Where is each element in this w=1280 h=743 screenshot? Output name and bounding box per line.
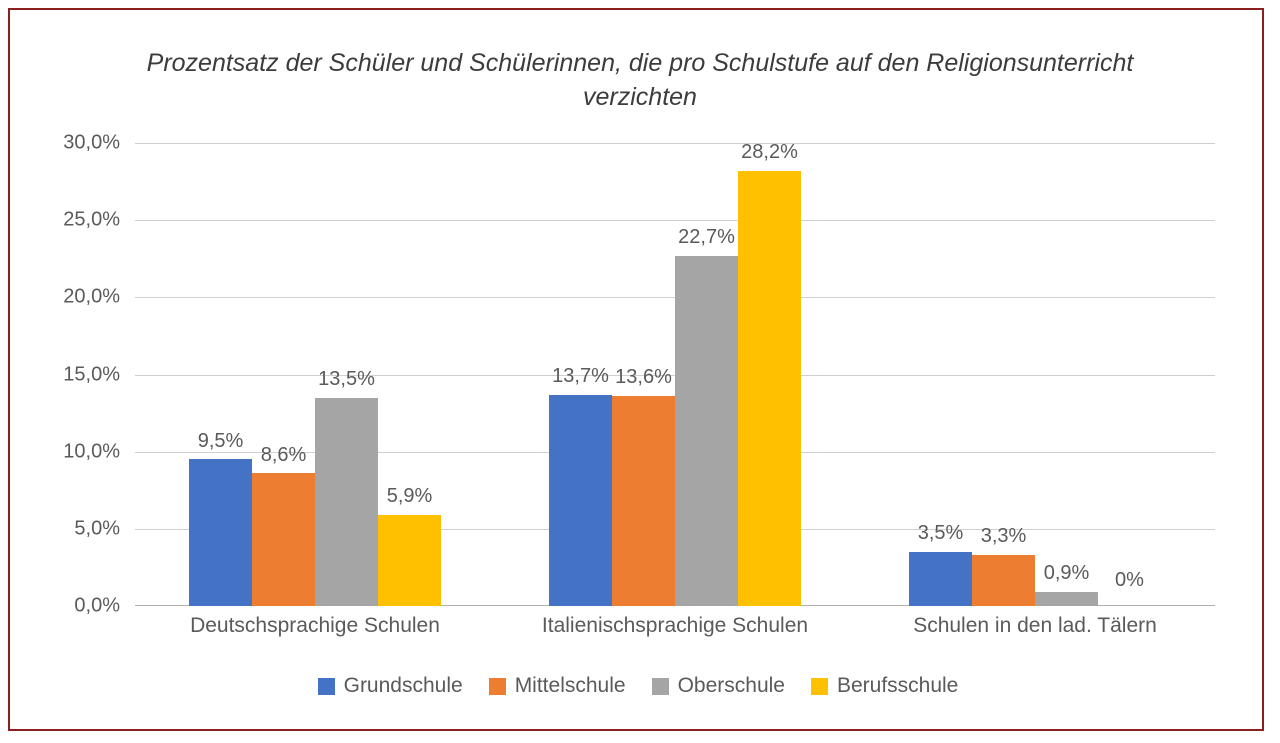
bar-berufsschule[interactable] [378,515,441,606]
y-tick-label: 15,0% [63,363,120,385]
bar-value-label: 22,7% [678,226,735,248]
x-axis-category-label: Schulen in den lad. Tälern [913,614,1157,637]
x-axis-labels [135,614,1215,638]
bar-group [135,143,495,606]
bar-value-label: 13,7% [552,365,609,387]
legend-label: Mittelschule [514,674,626,697]
bar-slot [1098,143,1161,606]
bar-mittelschule[interactable] [612,396,675,606]
bar-value-label: 9,5% [197,430,244,452]
legend-label: Oberschule [677,674,785,697]
legend-item-oberschule[interactable] [652,674,785,698]
bar-value-label: 0,9% [1043,562,1090,584]
legend-label: Grundschule [343,674,463,697]
y-tick-label: 30,0% [63,131,120,154]
bar-slot [675,143,738,606]
bar-value-label: 13,6% [615,366,672,388]
bar-value-label: 5,9% [386,485,433,507]
bar-value-label: 3,5% [917,522,964,544]
legend-item-berufsschule[interactable] [811,674,958,698]
bar-slot [189,143,252,606]
bars [855,143,1215,606]
bar-slot [378,143,441,606]
bars [495,143,855,606]
chart-title: Prozentsatz der Schüler und Schülerinnen, die pro Schulstufe auf den Religionsunterricht verzichten [146,49,1134,111]
bar-group [855,143,1215,606]
bar-slot [738,143,801,606]
bars [135,143,495,606]
bar-value-label: 0% [1115,569,1144,591]
legend-item-grundschule[interactable] [318,674,463,698]
y-tick-label: 20,0% [63,285,120,308]
y-axis-labels [10,131,120,617]
bar-oberschule[interactable] [675,256,738,606]
y-tick-label: 10,0% [63,440,120,463]
bar-value-label: 3,3% [980,525,1027,547]
bar-value-label: 8,6% [260,444,307,466]
bar-value-label: 28,2% [741,141,798,163]
x-axis-category-label: Deutschsprachige Schulen [190,614,440,637]
legend-swatch-icon [489,678,506,695]
x-axis-category-label: Italienischsprachige Schulen [541,614,809,637]
bar-grundschule[interactable] [549,395,612,606]
bar-value-label: 13,5% [318,368,375,390]
bar-oberschule[interactable] [1035,592,1098,606]
legend-swatch-icon [811,678,828,695]
legend-swatch-icon [318,678,335,695]
legend-swatch-icon [652,678,669,695]
bar-group [495,143,855,606]
legend-label: Berufsschule [836,674,959,697]
bar-berufsschule[interactable] [738,171,801,606]
y-tick-label: 25,0% [63,208,120,231]
bar-slot [612,143,675,606]
bar-slot [1035,143,1098,606]
bar-slot [972,143,1035,606]
legend [10,674,1266,698]
bar-grundschule[interactable] [909,552,972,606]
bar-grundschule[interactable] [189,459,252,606]
bar-slot [315,143,378,606]
y-tick-label: 0,0% [74,594,120,617]
y-tick-label: 5,0% [74,517,120,540]
legend-item-mittelschule[interactable] [489,674,626,698]
bar-groups [135,143,1215,606]
bar-mittelschule[interactable] [252,473,315,606]
chart-container [8,8,1264,731]
